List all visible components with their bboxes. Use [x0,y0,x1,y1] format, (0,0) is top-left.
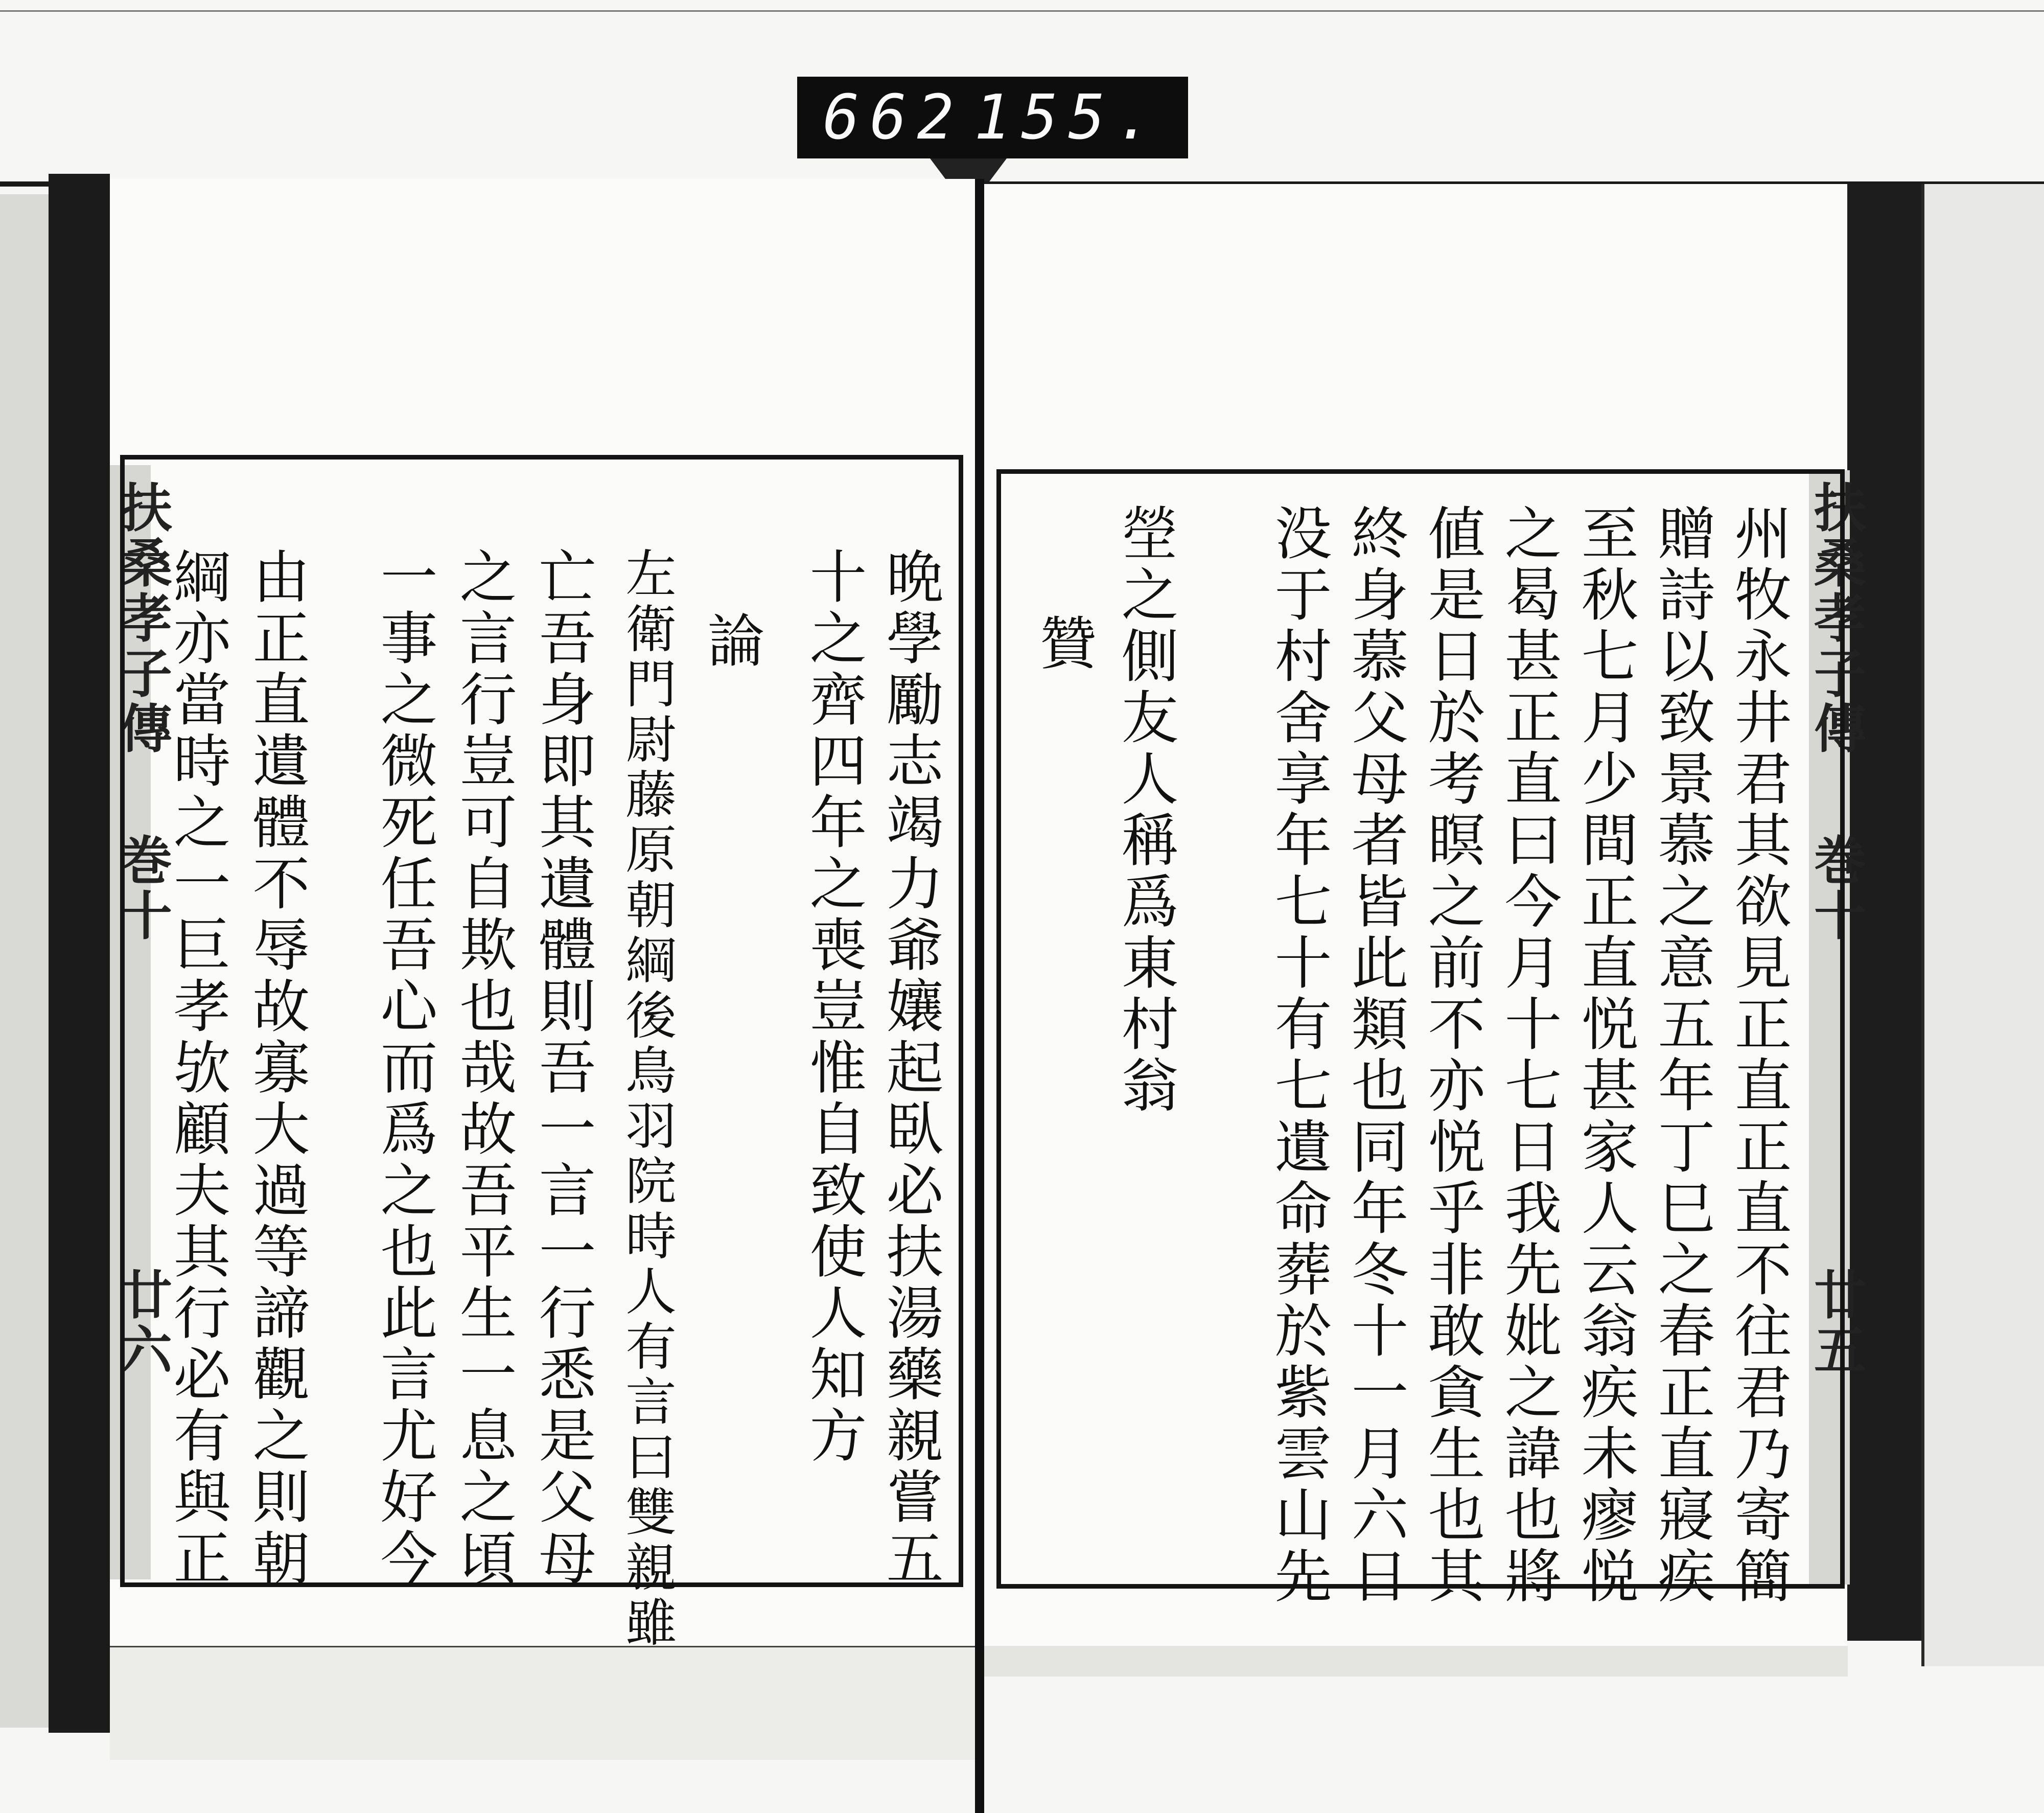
right-page-stack [1921,184,2044,1666]
right-text-column: 贈詩以致景慕之意五年丁巳之春正直寢疾 [1648,503,1715,1608]
right-text-column: 之曷甚正直曰今月十七日我先妣之諱也將 [1495,503,1562,1608]
right-text-column: 没于村舍享年七十有七遺命葬於紫雲山先 [1265,503,1332,1608]
left-margin-folio: 廿六 [111,1268,173,1378]
left-text-column: 之言行豈可自欺也哉故吾平生一息之頃 [450,547,517,1590]
left-text-column: 左衛門尉藤原朝綱後鳥羽院時人有言曰雙親雖 [617,547,677,1651]
right-page-bottom [984,1646,1848,1677]
left-text-column: 亡吾身即其遺體則吾一言一行悉是父母 [529,547,596,1590]
right-margin-folio: 廿五 [1805,1268,1867,1378]
book-spine [975,179,984,1813]
right-text-column: 州牧永井君其欲見正直正直不往君乃寄簡 [1725,503,1792,1608]
left-text-column: 由正直遺體不辱故寡大過等諦觀之則朝 [243,547,310,1590]
archive-frame-number: 155. [974,82,1163,153]
left-margin-volume: 巻十 [111,833,173,944]
right-margin-title: 扶桑孝子傳 [1805,480,1867,756]
archive-reel-number: 662 [823,82,964,153]
right-margin-volume: 巻十 [1805,833,1867,944]
left-text-column: 晩學勵志竭力爺孃起臥必扶湯藥親嘗五 [877,547,943,1590]
left-fore-edge [49,174,110,1733]
top-edge-line [0,10,2044,12]
right-text-column: 終身慕父母者皆此類也同年冬十一月六日 [1342,503,1408,1608]
archive-label [797,77,1188,158]
right-text-column: 値是日於考瞑之前不亦悦乎非敢貪生也其 [1419,503,1485,1608]
right-text-column: 至秋七月少間正直悦甚家人云翁疾未瘳悦 [1572,503,1638,1608]
left-heading-ron: 論 [698,611,764,672]
left-text-column: 一事之微死任吾心而爲之也此言尤好今 [371,547,437,1590]
left-text-column: 綱亦當時之一巨孝欤顧夫其行必有與正 [164,547,230,1590]
right-text-column: 塋之側友人稱爲東村翁 [1112,503,1178,1117]
left-margin-title: 扶桑孝子傳 [111,480,173,756]
right-heading-zan: 贊 [1030,613,1097,675]
left-text-column: 十之齊四年之喪豈惟自致使人知方 [800,547,867,1467]
left-page-bottom [110,1646,979,1760]
